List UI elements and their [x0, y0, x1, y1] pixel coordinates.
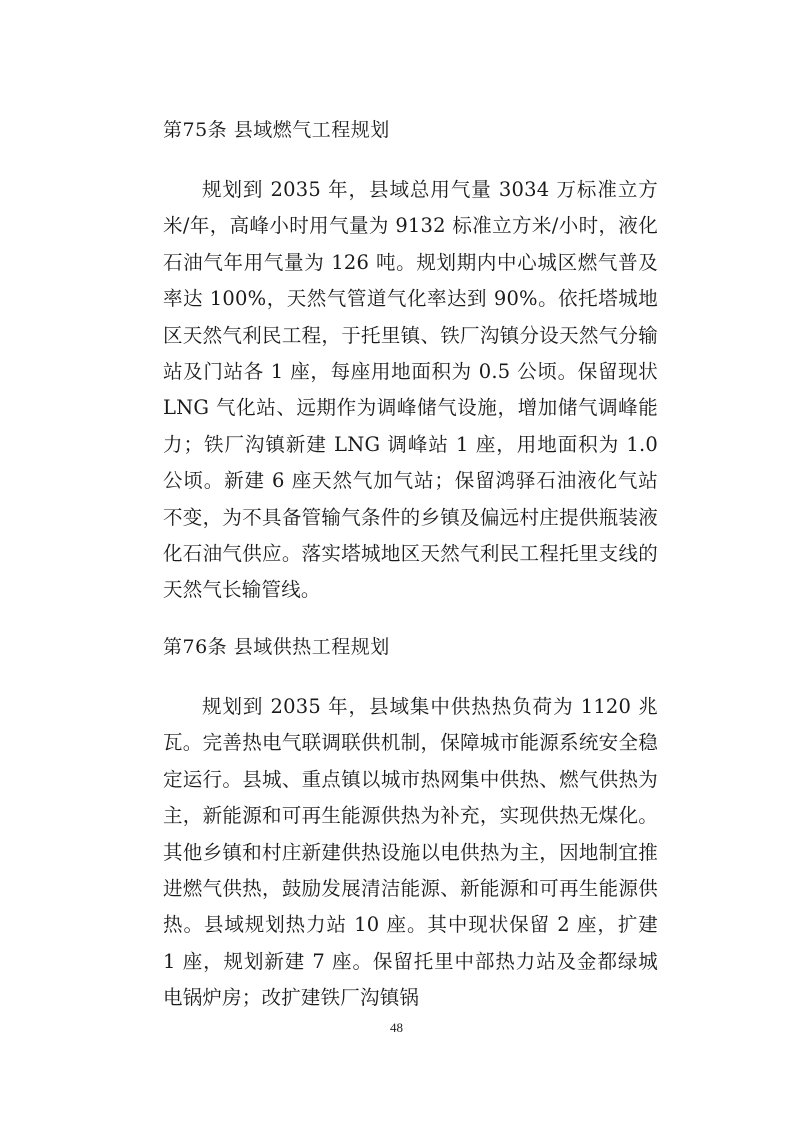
article-75-body: 规划到 2035 年，县域总用气量 3034 万标准立方米/年，高峰小时用气量为 9132 标准立方米/小时，液化石油气年用气量为 126 吨。规划期内中心城区燃气普及率达 100%，天然气管道气化率达到 90%。依托塔城地区天然气利民工程，于托里镇、铁厂沟镇分设天然气分输站及门站各 1 座，每座用地面积为 0.5 公顷。保留现状 LNG 气化站、远期作为调峰储气设施，增加储气调峰能力；铁厂沟镇新建 LNG 调峰站 1 座，用地面积为 1.0 公顷。新建 6 座天然气加气站；保留鸿驿石油液化气站不变，为不具备管输气条件的乡镇及偏远村庄提供瓶装液化石油气供应。落实塔城地区天然气利民工程托里支线的天然气长输管线。 [163, 178, 658, 602]
article-75-heading: 第75条 县域燃气工程规划 [163, 119, 390, 141]
article-76-heading: 第76条 县域供热工程规划 [163, 635, 390, 658]
page-number: 48 [390, 1020, 403, 1035]
page-content [163, 112, 658, 1017]
article-76-body: 规划到 2035 年，县域集中供热热负荷为 1120 兆瓦。完善热电气联调联供机制，保障城市能源系统安全稳定运行。县城、重点镇以城市热网集中供热、燃气供热为主，新能源和可再生能源供热为补充，实现供热无煤化。其他乡镇和村庄新建供热设施以电供热为主，因地制宜推进燃气供热，鼓励发展清洁能源、新能源和可再生能源供热。县域规划热力站 10 座。其中现状保留 2 座，扩建 1 座，规划新建 7 座。保留托里中部热力站及金都绿城电锅炉房；改扩建铁厂沟镇锅 [163, 694, 658, 1010]
